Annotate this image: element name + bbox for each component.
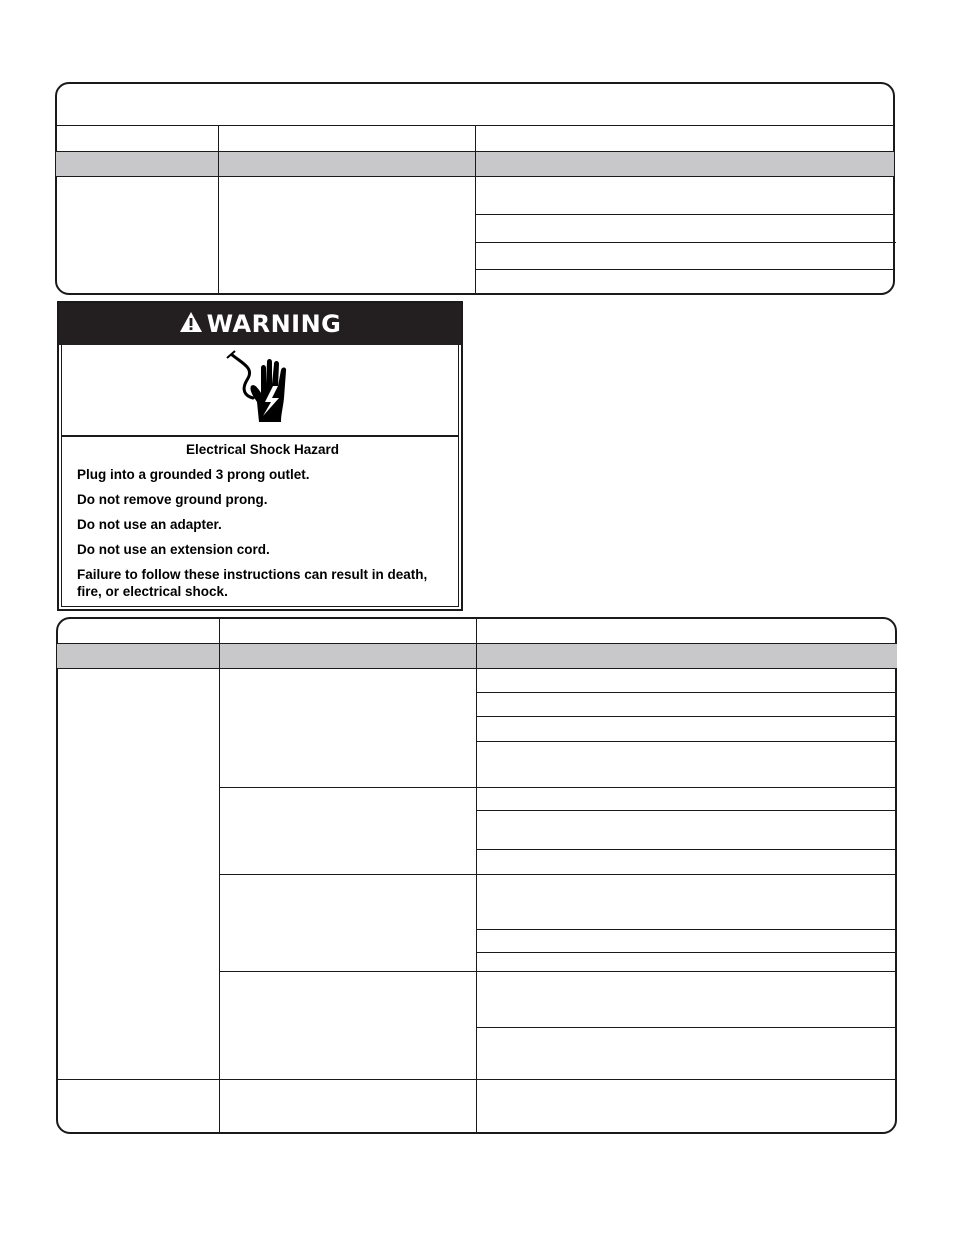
bottom-table-row-divider bbox=[477, 741, 896, 742]
warning-line: Do not remove ground prong. bbox=[77, 492, 268, 507]
top-table-col-divider-1 bbox=[218, 125, 219, 294]
icon-area bbox=[62, 345, 458, 437]
bottom-table-row-divider bbox=[57, 1079, 896, 1080]
warning-text bbox=[77, 441, 448, 608]
bottom-table-row-divider bbox=[477, 692, 896, 693]
bottom-table-row-divider bbox=[477, 716, 896, 717]
warning-line: Plug into a grounded 3 prong outlet. bbox=[77, 467, 310, 482]
bottom-table-group-divider bbox=[220, 787, 896, 788]
bottom-table-row-divider bbox=[477, 849, 896, 850]
bottom-table-row-divider bbox=[477, 952, 896, 953]
hazard-title: Electrical Shock Hazard bbox=[185, 442, 340, 457]
bottom-table-group-divider bbox=[220, 874, 896, 875]
warning-panel bbox=[57, 301, 463, 611]
warning-line: Do not use an adapter. bbox=[77, 517, 222, 532]
warning-header bbox=[59, 303, 461, 345]
warning-body bbox=[61, 345, 459, 607]
bottom-table-col-divider-2 bbox=[476, 618, 477, 1133]
warning-triangle-icon bbox=[179, 311, 203, 338]
warning-line: Do not use an extension cord. bbox=[77, 542, 270, 557]
warning-line: Failure to follow these instructions can result in death, fire, or electrical shock. bbox=[77, 567, 428, 599]
warning-title: WARNING bbox=[206, 310, 342, 338]
bottom-table-group-divider bbox=[220, 971, 896, 972]
bottom-table-col-divider-1 bbox=[219, 618, 220, 1133]
bottom-table-row-divider bbox=[477, 810, 896, 811]
bottom-table-row-divider bbox=[477, 929, 896, 930]
top-table-row-divider bbox=[476, 214, 895, 215]
top-table-row-divider bbox=[476, 242, 896, 243]
bottom-table-row-divider bbox=[477, 1027, 896, 1028]
top-table-row-divider bbox=[476, 269, 895, 270]
electrical-shock-hand-icon bbox=[225, 350, 295, 431]
bottom-table-section-band bbox=[57, 643, 897, 669]
